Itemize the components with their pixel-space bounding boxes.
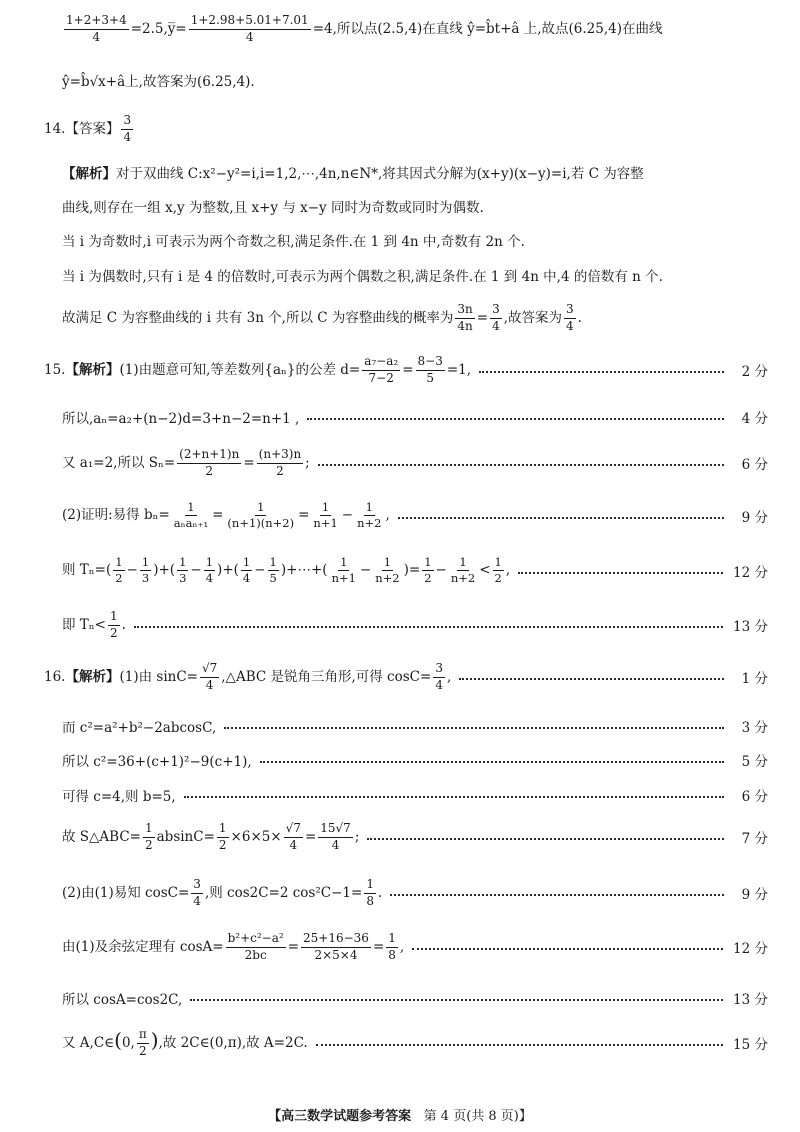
p16-fraction: $\frac{1}{8}$	[366, 877, 374, 908]
score-points: 13 分	[733, 992, 768, 1008]
p13-fraction-t: $\frac{1+2+3+4}{4}$	[66, 13, 127, 44]
footer-page-number: 第 4 页(共 8 页)】	[423, 1109, 532, 1124]
p15-fraction: $\frac{1}{2}$	[115, 555, 123, 586]
p14-prob-fraction: $\frac{3n}{4n}$	[457, 302, 473, 333]
dot-leader	[367, 838, 724, 840]
p16-line-3: 所以 c²=36+(c+1)²−9(c+1), 5 分	[62, 750, 768, 770]
p15-fraction: $\frac{1}{2}$	[494, 555, 502, 586]
score-points: 13 分	[733, 619, 768, 636]
dot-leader	[459, 678, 724, 680]
p15-line-1: 15.【解析】(1)由题意可知,等差数列{aₙ}的公差 d= $\frac{\text{a₇−a₂}}{7-2}$ = $\frac{8-3}{5}$ =1, 2 分	[44, 354, 768, 385]
score-points: 9 分	[741, 509, 768, 526]
score-points: 12 分	[733, 564, 768, 581]
analysis-label: 【解析】	[62, 166, 116, 182]
score-points: 15 分	[733, 1037, 768, 1054]
dot-leader	[224, 727, 724, 729]
p15-line-3: 又 a₁=2,所以 Sₙ= $\frac{(2+n+1)n}{2}$ = $\frac{(n+3)n}{2}$ ; 6 分	[62, 447, 768, 478]
dot-leader	[518, 572, 723, 574]
p15-fraction: $\frac{(n+3)n}{2}$	[258, 447, 302, 478]
dot-leader	[184, 796, 724, 798]
score-points: 1 分	[741, 671, 768, 688]
p14-analysis-line-1: 【解析】对于双曲线 C:x²−y²=i,i=1,2,⋯,4n,n∈N*,将其因式分解为(x+y)(x−y)=i,若 C 为容整	[62, 166, 644, 182]
dot-leader	[398, 517, 724, 519]
score-points: 2 分	[741, 364, 768, 381]
p14-analysis-line-2: 曲线,则存在一组 x,y 为整数,且 x+y 与 x−y 同时为奇数或同时为偶数.	[62, 200, 484, 216]
score-points: 3 分	[741, 720, 768, 736]
p15-fraction: $\frac{8-3}{5}$	[417, 354, 443, 385]
p14-analysis-line-5: 故满足 C 为容整曲线的 i 共有 3n 个,所以 C 为容整曲线的概率为 $\frac{3n}{4n}$ = $\frac{3}{4}$ ,故答案为 $\frac{3}{4}$ .	[62, 302, 582, 333]
p16-line-4: 可得 c=4,则 b=5, 6 分	[62, 785, 768, 805]
problem-number: 16.	[44, 668, 66, 685]
p16-fraction: $\frac{\pi}{2}$	[138, 1027, 147, 1058]
p15-fraction: $\frac{1}{4}$	[242, 555, 251, 586]
p16-fraction: $\frac{\text{b²+c²−a²}}{2bc}$	[227, 931, 284, 962]
p15-fraction: $\frac{1}{2}$	[109, 609, 118, 640]
score-points: 6 分	[741, 457, 768, 474]
p16-fraction: $\frac{15√7}{4}$	[320, 821, 351, 852]
p14-analysis-line-4: 当 i 为偶数时,只有 i 是 4 的倍数时,可表示为两个偶数之积,满足条件.在 1 到 4n 中,4 的倍数有 n 个.	[62, 269, 663, 285]
p16-fraction: $\frac{√7}{4}$	[201, 661, 218, 692]
analysis-label: 【解析】	[65, 361, 120, 378]
dot-leader	[260, 761, 724, 763]
page-footer	[0, 1105, 800, 1124]
p15-fraction: $\frac{1}{n+1}$	[313, 500, 338, 531]
p16-line-6: (2)由(1)易知 cosC= $\frac{3}{4}$ ,则 cos2C=2 cos²C−1= $\frac{1}{8}$ . 9 分	[62, 877, 768, 908]
p16-line-8: 所以 cosA=cos2C, 13 分	[62, 988, 768, 1008]
p15-fraction: $\frac{1}{n+2}$	[450, 555, 476, 586]
p16-fraction: $\frac{3}{4}$	[435, 661, 443, 692]
dot-leader	[307, 418, 724, 420]
p16-line-2: 而 c²=a²+b²−2abcosC, 3 分	[62, 716, 768, 736]
p16-fraction: $\frac{1}{2}$	[144, 821, 153, 852]
dot-leader	[134, 626, 723, 628]
p15-fraction: $\frac{1}{3}$	[179, 555, 187, 586]
score-points: 5 分	[741, 754, 768, 770]
dot-leader	[190, 999, 723, 1001]
answer-label: 【答案】	[65, 120, 120, 137]
p15-line-4: (2)证明:易得 bₙ= $\frac{1}{\text{aₙaₙ₊₁}}$ = $\frac{1}{(n+1)(n+2)}$ = $\frac{1}{n+1}$ − $\frac{1}{n+2}$ , 9 分	[62, 500, 768, 531]
footer-title: 【高三数学试题参考答案	[268, 1109, 412, 1124]
p14-answer-fraction: $\frac{3}{4}$	[123, 113, 132, 144]
analysis-label: 【解析】	[65, 668, 120, 685]
p16-line-7: 由(1)及余弦定理有 cosA= $\frac{\text{b²+c²−a²}}{2bc}$ = $\frac{25+16-36}{2\times 5\times 4}$ = $\frac{1}{8}$ , 12 分	[62, 931, 768, 962]
p15-fraction: $\frac{1}{3}$	[141, 555, 150, 586]
p16-line-1: 16.【解析】(1)由 sinC= $\frac{√7}{4}$ ,△ABC 是锐角三角形,可得 cosC= $\frac{3}{4}$ , 1 分	[44, 661, 768, 692]
p14-final-answer: $\frac{3}{4}$	[566, 302, 574, 333]
p14-analysis-line-3: 当 i 为奇数时,i 可表示为两个奇数之积,满足条件.在 1 到 4n 中,奇数有 2n 个.	[62, 234, 525, 250]
p15-fraction: $\frac{1}{4}$	[205, 555, 214, 586]
problem-number: 15.	[44, 361, 66, 378]
p15-line-6: 即 Tₙ< $\frac{1}{2}$ . 13 分	[62, 609, 768, 640]
p15-line-5: 则 Tₙ=( $\frac{1}{2}$ − $\frac{1}{3}$ )+( $\frac{1}{3}$ − $\frac{1}{4}$ )+( $\frac{1}{4}$ − $\frac{1}{5}$ )+⋯+( $\frac{1}{n+1}$ − $\frac{1}{n+2}$ )= $\frac{1}{2}$ − $\frac{1}{n+2}$ < $\frac{1}{2}$ , 12 分	[62, 555, 768, 586]
p15-fraction: $\frac{1}{(n+1)(n+2)}$	[227, 500, 295, 531]
score-points: 4 分	[741, 411, 768, 427]
dot-leader	[412, 948, 723, 950]
p13-line-2: ŷ=b̂√x+â上,故答案为(6.25,4).	[62, 74, 255, 90]
p16-fraction: $\frac{3}{4}$	[193, 877, 201, 908]
p15-line-2: 所以,aₙ=a₂+(n−2)d=3+n−2=n+1 , 4 分	[62, 407, 768, 427]
p16-fraction: $\frac{1}{8}$	[388, 931, 396, 962]
p15-fraction: $\frac{\text{a₇−a₂}}{7-2}$	[364, 354, 399, 385]
p13-fraction-y: $\frac{1+2.98+5.01+7.01}{4}$	[190, 13, 309, 44]
p15-fraction: $\frac{1}{n+2}$	[357, 500, 382, 531]
p14-answer	[44, 114, 768, 145]
dot-leader	[390, 894, 724, 896]
p15-fraction: $\frac{1}{2}$	[424, 555, 432, 586]
p14-prob-value: $\frac{3}{4}$	[492, 302, 500, 333]
p13-line-1: $\frac{1+2+3+4}{4}$ =2.5,y̅= $\frac{1+2.98+5.01+7.01}{4}$ =4,所以点(2.5,4)在直线 ŷ=b̂t+â 上,故点(6.25,4)在曲线	[66, 13, 663, 44]
score-points: 6 分	[741, 789, 768, 805]
score-points: 7 分	[741, 831, 768, 848]
score-points: 12 分	[733, 941, 768, 958]
p16-line-5: 故 S△ABC= $\frac{1}{2}$ absinC= $\frac{1}{2}$ ×6×5× $\frac{√7}{4}$ = $\frac{15√7}{4}$ ; 7 分	[62, 821, 768, 852]
problem-number: 14.	[44, 120, 66, 137]
p15-fraction: $\frac{1}{n+2}$	[375, 555, 400, 586]
p15-fraction: $\frac{1}{n+1}$	[331, 555, 356, 586]
dot-leader	[318, 464, 724, 466]
p15-fraction: $\frac{(2+n+1)n}{2}$	[179, 447, 240, 478]
dot-leader	[316, 1044, 723, 1046]
p15-fraction: $\frac{1}{\text{aₙaₙ₊₁}}$	[173, 500, 209, 531]
p15-fraction: $\frac{1}{5}$	[269, 555, 277, 586]
score-points: 9 分	[741, 887, 768, 904]
p16-line-9: 又 A,C∈(0, $\frac{\pi}{2}$ ),故 2C∈(0,π),故 A=2C. 15 分	[62, 1027, 768, 1058]
p16-fraction: $\frac{1}{2}$	[218, 821, 227, 852]
p16-fraction: $\frac{25+16-36}{2\times 5\times 4}$	[303, 931, 369, 962]
dot-leader	[479, 371, 724, 373]
p16-fraction: $\frac{√7}{4}$	[285, 821, 301, 852]
